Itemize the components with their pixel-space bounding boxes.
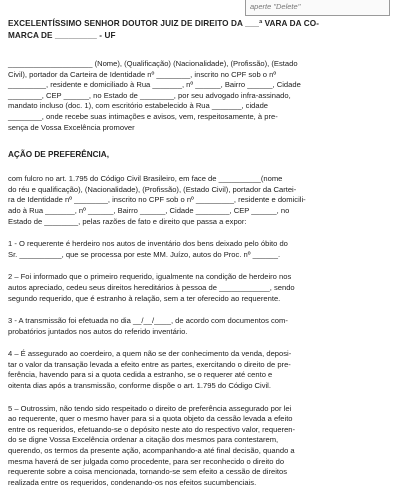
body-paragraph-4 [8, 349, 390, 391]
text-line: 3 - A transmissão foi efetuada no dia __/__/____, de acordo com documentos com- [8, 316, 288, 326]
text-line: autos apreciado, cedeu seus direitos hereditários à pessoa de ____________, sendo [8, 282, 295, 292]
text-line: Civil), portador da Carteira de Identidade nº ________, inscrito no CPF sob o nº [8, 69, 277, 79]
text-line: 1 - O requerente é herdeiro nos autos de inventário dos bens deixado pelo óbito do [8, 239, 288, 249]
body-paragraph-3 [8, 316, 390, 337]
text-line: 4 – É assegurado ao coerdeiro, a quem não se der conhecimento da venda, deposi- [8, 349, 292, 359]
body-paragraph-5 [8, 404, 390, 489]
body-paragraph-basis [8, 174, 390, 227]
text-line: segundo requerido, que é estranho à relação, sem a ter oferecido ao requerente. [8, 293, 281, 303]
body-paragraph-2 [8, 272, 390, 304]
text-line: Estado de ________, pelas razões de fato e direito que passa a expor: [8, 216, 247, 226]
header-line-1: EXCELENTÍSSIMO SENHOR DOUTOR JUIZ DE DIREITO DA ___ª VARA DA CO- [8, 19, 320, 28]
text-line: _________, residente e domiciliado à Rua _______, nº ______, Bairro ______, Cidade [8, 80, 301, 90]
text-line: ado à Rua _______, nº ______, Bairro ______, Cidade ________, CEP ______, no [8, 205, 290, 215]
text-line: do se digne Vossa Excelência ordenar a citação dos mesmos para contestarem, [8, 435, 279, 445]
text-line: ao requerente, quer o mesmo haver para si a quota objeto da cessão levada a efeito [8, 414, 293, 424]
text-line: requerente sobre a coisa mencionada, tornando-se sem efeito a cessão de direitos [8, 467, 288, 477]
text-line: probatórios juntados nos autos do referido inventário. [8, 326, 188, 336]
text-line: realizada entre os requeridos, condenando-os nos efeitos sucumbenciais. [8, 477, 257, 487]
document-header [8, 18, 390, 42]
text-line: ferência, havendo para si a quota cedida a estranho, se o requerer até cento e [8, 370, 273, 380]
header-line-2: MARCA DE _________ - UF [8, 31, 116, 40]
body-paragraph-1 [8, 239, 390, 260]
text-line: entre os requeridos, efetuando-se o depósito neste ato do respectivo valor, requeren- [8, 424, 296, 434]
text-line: tar o valor da transação levada a efeito entre as partes, exercitando o direito de pre- [8, 359, 291, 369]
instruction-note-text: aperte "Delete" [250, 2, 301, 11]
text-line: ________, CEP ______, no Estado de ________, por seu advogado infra-assinado, [8, 90, 291, 100]
text-line: querendo, os termos da presente ação, acompanhando-a até final decisão, quando a [8, 446, 295, 456]
text-line: mesma haverá de ser julgada como procedente, para ser reconhecido o direito do [8, 456, 285, 466]
text-line: sença de Vossa Excelência promover [8, 122, 135, 132]
intro-paragraph [8, 59, 390, 133]
text-line: 5 – Outrossim, não tendo sido respeitado o direito de preferência assegurado por lei [8, 403, 292, 413]
text-line: 2 – Foi informado que o primeiro requerido, igualmente na condição de herdeiro nos [8, 272, 292, 282]
text-line: ________, onde recebe suas intimações e avisos, vem, respeitosamente, à pre- [8, 111, 278, 121]
text-line: ____________________ (Nome), (Qualificação) (Nacionalidade), (Profissão), (Estado [8, 59, 298, 68]
text-line: oitenta dias após a transmissão, conforme dispõe o art. 1.795 do Código Civil. [8, 381, 271, 391]
instruction-note [245, 0, 390, 16]
text-line: Sr. __________, que se processa por este MM. Juízo, autos do Proc. nº ______. [8, 249, 281, 259]
section-title: AÇÃO DE PREFERÊNCIA, [8, 150, 109, 160]
text-line: ra de Identidade nº ________, inscrito no CPF sob o nº _________, residente e domicili- [8, 195, 306, 205]
text-line: do réu e qualificação), (Nacionalidade), (Profissão), (Estado Civil), portador da Cartei- [8, 184, 297, 194]
text-line: mandato incluso (doc. 1), com escritório estabelecido à Rua _______, cidade [8, 101, 269, 111]
text-line: com fulcro no art. 1.795 do Código Civil Brasileiro, em face de __________(nome [8, 174, 283, 184]
